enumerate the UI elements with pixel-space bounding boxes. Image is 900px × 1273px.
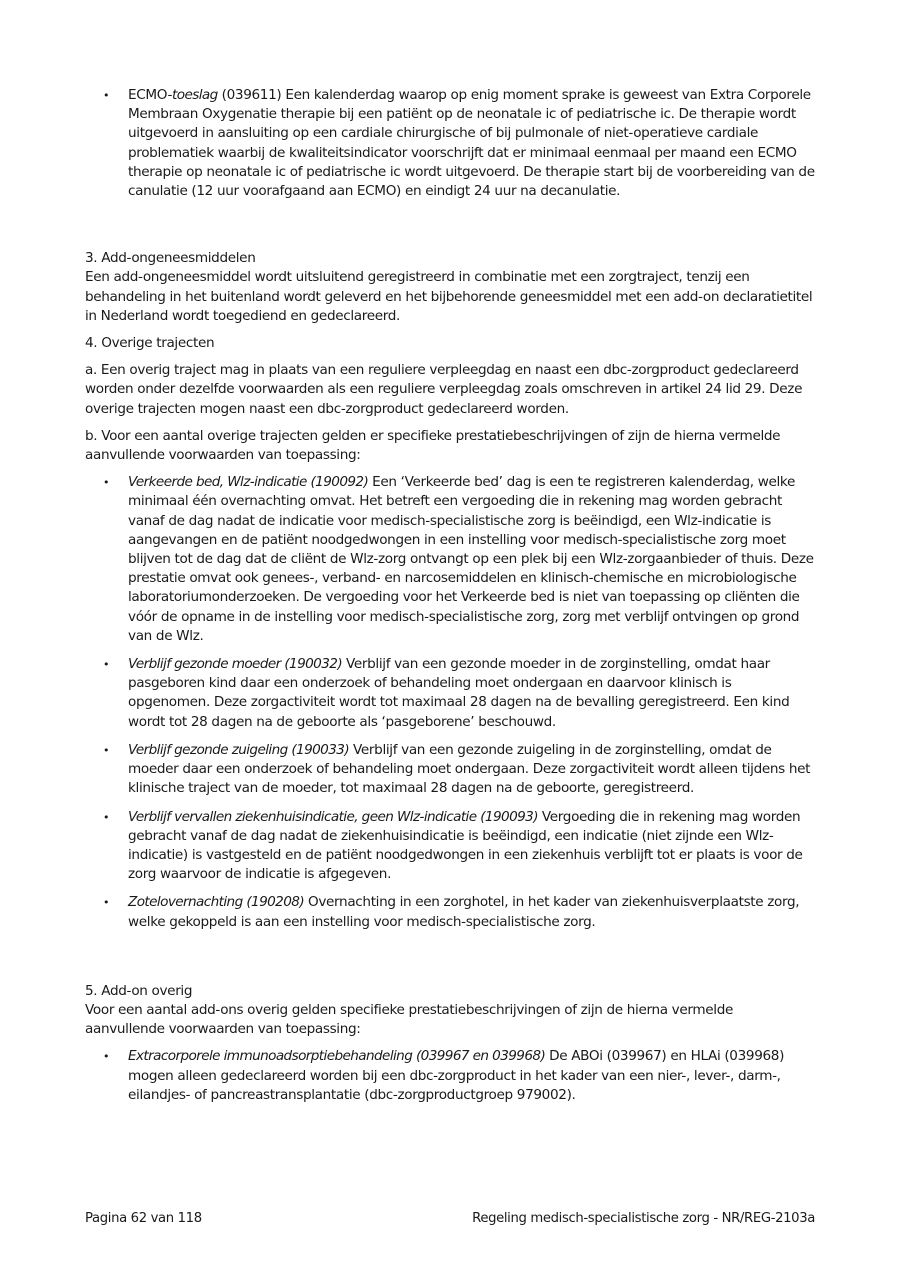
- term-label: toeslag: [172, 87, 218, 103]
- term-label: Zotelovernachting (190208): [128, 894, 305, 911]
- item-text: Verblijf van een gezonde moeder in de zorginstelling, omdat haar pasgeboren kind daar een onderzoek of behandeling moet ondergaan en daarvoor klinisch is opgenomen. Deze zorgactiviteit wordt tot maximaal 28 dagen na de bevalling geregistreerd. Een kind wordt tot 28 dagen na de geboorte als ‘pasgeborene’ beschouwd.: [128, 656, 790, 730]
- section-3-heading: 3. Add-ongeneesmiddelen: [85, 250, 256, 267]
- list-item-verblijf-gezonde-moeder: [85, 655, 815, 732]
- list-item-verblijf-gezonde-zuigeling: [85, 741, 815, 799]
- item-text: Vergoeding die in rekening mag worden gebracht vanaf de dag nadat de ziekenhuisindicatie is beëindigd, een indicatie (niet zijnde een Wlz-indicatie) is vastgesteld en de patiënt noodgedwongen in een ziekenhuis verblijft tot er plaats is voor de zorg waarvoor de indicatie is afgegeven.: [128, 808, 803, 883]
- list-item-extracorporele-immunoadsorptie: [85, 1047, 815, 1105]
- term-label: Verblijf vervallen ziekenhuisindicatie, geen Wlz-indicatie (190093): [128, 808, 538, 825]
- item-text: Een kalenderdag waarop op enig moment sprake is geweest van Extra Corporele Membraan Oxygenatie therapie bij een patiënt op de neonatale ic of pediatrische ic. De therapie wordt uitgevoerd in aansluiting op een cardiale chirurgische of bij pulmonale of niet-operatieve cardiale problematiek waarbij de kwaliteitsindicator voorschrijft dat er minimaal eenmaal per maand een ECMO therapie op neonatale ic of pediatrische ic wordt uitgevoerd. De therapie start bij de voorbereiding van de canulatie (12 uur voorafgaand aan ECMO) en eindigt 24 uur na decanulatie.: [128, 87, 815, 200]
- ecmo-list: [85, 86, 815, 201]
- term-code: (039611): [217, 87, 286, 103]
- page-footer: [85, 1211, 815, 1226]
- bullet-icon: •: [103, 743, 110, 757]
- section-4-heading: 4. Overige trajecten: [85, 335, 215, 352]
- list-item-ecmo-toeslag: [85, 86, 815, 201]
- page-number: Pagina 62 van 118: [85, 1211, 202, 1226]
- list-item-verblijf-vervallen-ziekenhuisindicatie: [85, 808, 815, 885]
- section-5-heading: 5. Add-on overig: [85, 982, 193, 999]
- item-text: De ABOi (039967) en HLAi (039968) mogen alleen gedeclareerd worden bij een dbc-zorgproduct in het kader van een nier-, lever-, darm-, eilandjes- of pancreastransplantatie (dbc-zorgproductgroep 979002).: [128, 1048, 785, 1103]
- section-4-paragraph-a: a. Een overig traject mag in plaats van een reguliere verpleegdag en naast een dbc-zorgproduct gedeclareerd worden onder dezelfde voorwaarden als een reguliere verpleegdag zoals omschreven in artikel 24 lid 29. Deze overige trajecten mogen naast een dbc-zorgproduct gedeclareerd worden.: [85, 362, 803, 417]
- term-label: Verblijf gezonde moeder (190032): [128, 656, 343, 673]
- add-on-overig-list: [85, 1047, 815, 1105]
- item-text: Verblijf van een gezonde zuigeling in de zorginstelling, omdat de moeder daar een onderzoek of behandeling moet ondergaan. Deze zorgactiviteit wordt alleen tijdens het klinische traject van de moeder, tot maximaal 28 dagen na de geboorte, geregistreerd.: [128, 741, 811, 797]
- term-label: Verkeerde bed, Wlz-indicatie (190092): [128, 474, 369, 491]
- section-4-paragraph-b: b. Voor een aantal overige trajecten gelden er specifieke prestatiebeschrijvingen of zijn de hierna vermelde aanvullende voorwaarden van toepassing:: [85, 427, 781, 464]
- document-title: Regeling medisch-specialistische zorg - NR/REG-2103a: [472, 1211, 815, 1226]
- bullet-icon: •: [103, 896, 110, 910]
- list-item-zotelovernachting: [85, 893, 815, 931]
- list-item-verkeerde-bed: [85, 473, 815, 646]
- overige-trajecten-list: [85, 473, 815, 931]
- term-label: Verblijf gezonde zuigeling (190033): [128, 741, 350, 758]
- bullet-icon: •: [103, 476, 110, 490]
- bullet-icon: •: [103, 1050, 110, 1064]
- page-content: [85, 86, 815, 1114]
- section-3-body: Een add-ongeneesmiddel wordt uitsluitend geregistreerd in combinatie met een zorgtraject, tenzij een behandeling in het buitenland wordt geleverd en het bijbehorende geneesmiddel met een add-on declaratietitel in Nederland wordt toegediend en gedeclareerd.: [85, 269, 813, 324]
- item-text: Een ‘Verkeerde bed’ dag is een te registreren kalenderdag, welke minimaal één overnachting omvat. Het betreft een vergoeding die in rekening mag worden gebracht vanaf de dag nadat de indicatie voor medisch-specialistische zorg is beëindigd, een Wlz-indicatie is aangevangen en de patiënt noodgedwongen in een instelling voor medisch-specialistische zorg moet blijven tot de dag dat de cliënt de Wlz-zorg ontvangt op een plek bij een Wlz-zorgaanbieder of thuis. Deze prestatie omvat ook genees-, verband- en narcosemiddelen en klinisch-chemische en microbiologische laboratoriumonderzoeken. De vergoeding voor het Verkeerde bed is niet van toepassing op cliënten die vóór de opname in de instelling voor medisch-specialistische zorg, zorg met verblijf ontvingen op grond van de Wlz.: [128, 474, 814, 644]
- bullet-icon: •: [103, 89, 110, 102]
- section-5-body: Voor een aantal add-ons overig gelden specifieke prestatiebeschrijvingen of zijn de hierna vermelde aanvullende voorwaarden van toepassing:: [85, 1001, 734, 1038]
- bullet-icon: •: [103, 658, 110, 672]
- item-text: Overnachting in een zorghotel, in het kader van ziekenhuisverplaatste zorg, welke gekoppeld is aan een instelling voor medisch-specialistische zorg.: [128, 894, 800, 930]
- term-prefix: ECMO-: [128, 87, 173, 103]
- term-label: Extracorporele immunoadsorptiebehandeling (039967 en 039968): [128, 1048, 546, 1065]
- bullet-icon: •: [103, 810, 110, 824]
